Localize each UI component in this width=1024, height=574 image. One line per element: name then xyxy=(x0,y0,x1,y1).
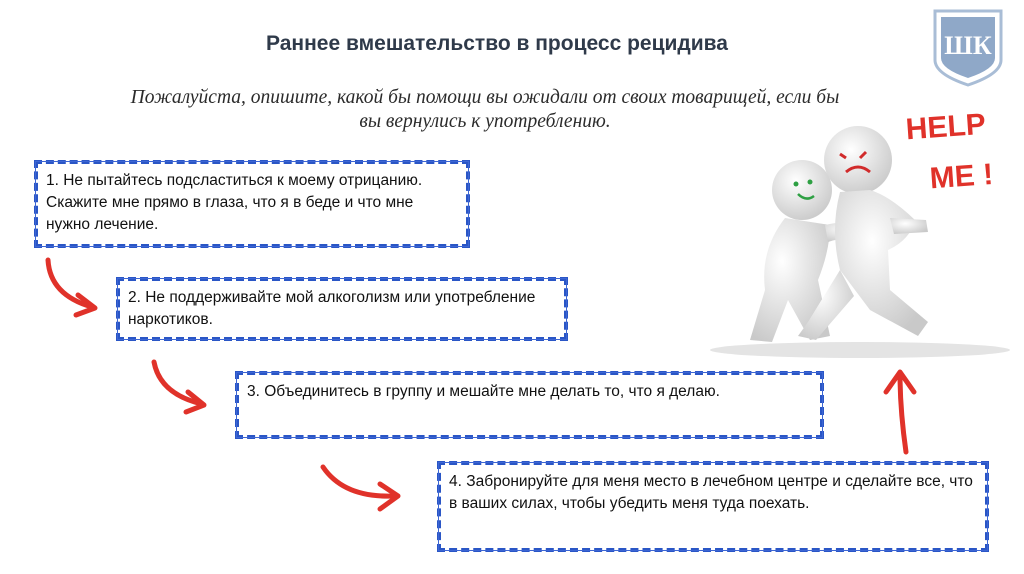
logo-text: ШК xyxy=(944,31,992,60)
step-4-box: 4. Забронируйте для меня место в лечебном центре и сделайте все, что в ваших силах, чтобы убедить меня туда поехать. xyxy=(437,461,989,552)
step-3-box: 3. Объединитесь в группу и мешайте мне делать то, что я делаю. xyxy=(235,371,824,439)
help-me-scribble xyxy=(904,100,1014,210)
step-1-box: 1. Не пытайтесь подсластиться к моему отрицанию. Скажите мне прямо в глаза, что я в беде и что мне нужно лечение. xyxy=(34,160,470,248)
page-title: Раннее вмешательство в процесс рецидива xyxy=(266,32,728,55)
subtitle: Пожалуйста, опишите, какой бы помощи вы ожидали от своих товарищей, если бы вы вернулись к употреблению. xyxy=(130,87,840,132)
curved-arrow-icon xyxy=(40,255,110,325)
curved-arrow-icon xyxy=(146,360,216,420)
shield-logo-icon xyxy=(932,8,1004,88)
help-text-line-1: HELP xyxy=(904,107,987,147)
step-2-box: 2. Не поддерживайте мой алкоголизм или употребление наркотиков. xyxy=(116,277,568,341)
up-arrow-icon xyxy=(882,366,922,456)
help-text-line-2: ME ! xyxy=(928,158,995,196)
curved-arrow-icon xyxy=(318,462,408,532)
